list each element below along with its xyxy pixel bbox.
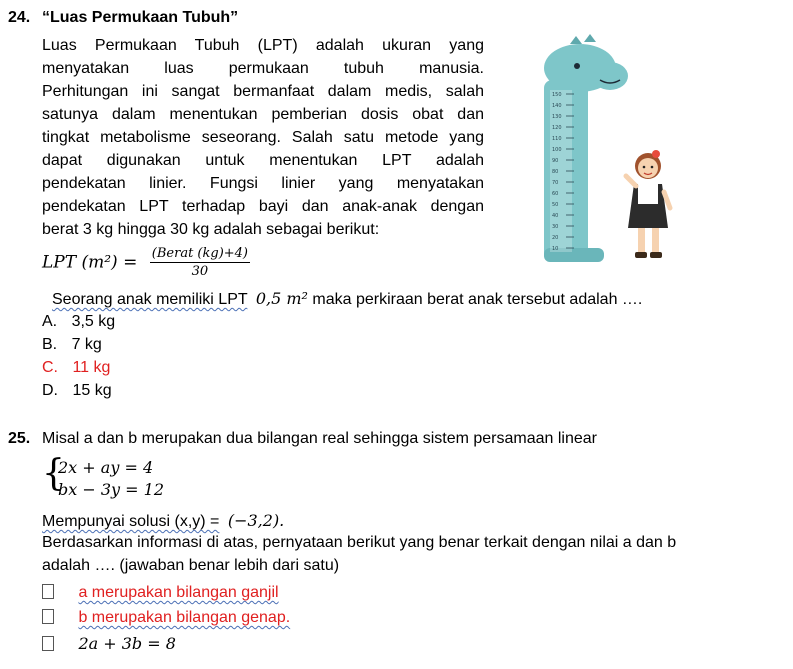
option-text: 15 kg [72, 382, 112, 399]
info-line-1: Berdasarkan informasi di atas, pernyataan berikut yang benar terkait dengan nilai a dan b [42, 534, 677, 551]
paragraph-line: Luas Permukaan Tubuh (LPT) adalah ukuran yang [42, 37, 484, 54]
height-chart-illustration [530, 28, 680, 268]
paragraph-line: berat 3 kg hingga 30 kg adalah sebagai berikut: [42, 221, 380, 238]
paragraph-line: menyatakan luas permukaan tubuh manusia. [42, 60, 484, 77]
equation-system [42, 453, 202, 500]
option-letter: B. [42, 336, 58, 353]
ruler-tick-label: 150 [552, 92, 562, 98]
prompt-text: maka perkiraan berat anak tersebut adalah …. [312, 291, 643, 308]
solution-text: Mempunyai solusi (x,y) = [42, 513, 220, 530]
statement-1[interactable] [42, 584, 279, 602]
question-25-number: 25. [8, 430, 31, 447]
paragraph-line: Perhitungan ini sangat bermanfaat dalam medis, salah [42, 83, 484, 100]
ruler-tick-label: 60 [552, 191, 559, 197]
question-24-prompt [52, 289, 642, 309]
ruler-tick-label: 90 [552, 158, 559, 164]
ruler-tick-label: 50 [552, 202, 559, 208]
ruler-tick-label: 30 [552, 224, 559, 230]
option-c[interactable] [42, 359, 110, 377]
formula-denominator: 30 [191, 264, 209, 279]
ruler-tick-label: 130 [552, 114, 562, 120]
statement-text: b merupakan bilangan genap. [78, 609, 291, 626]
checkbox[interactable] [42, 609, 54, 624]
checkbox[interactable] [42, 584, 54, 599]
prompt-text: Seorang anak memiliki LPT [52, 291, 248, 308]
paragraph-line: pendekatan linier. Fungsi linier yang menyatakan [42, 175, 484, 192]
option-text: 7 kg [71, 336, 102, 353]
equation-2: bx − 3y = 12 [58, 480, 164, 499]
brace-icon: { [42, 453, 65, 494]
option-a[interactable] [42, 313, 115, 331]
solution-line [42, 511, 284, 531]
ruler-tick-label: 110 [552, 136, 562, 142]
ruler-tick-label: 140 [552, 103, 562, 109]
lpt-formula [42, 246, 250, 286]
question-25-text: Misal a dan b merupakan dua bilangan real sehingga sistem persamaan linear [42, 430, 597, 447]
girl-icon [626, 150, 670, 258]
statement-text: a merupakan bilangan ganjil [78, 584, 279, 601]
statement-2[interactable] [42, 609, 290, 627]
option-letter: C. [42, 359, 58, 376]
paragraph-line: pendekatan LPT terhadap bayi dan anak-anak dengan [42, 198, 484, 215]
question-24-paragraph [42, 34, 484, 241]
question-24-title: “Luas Permukaan Tubuh” [42, 9, 239, 26]
ruler-tick-label: 40 [552, 213, 559, 219]
statement-3[interactable] [42, 634, 176, 654]
option-text: 3,5 kg [71, 313, 116, 330]
option-letter: D. [42, 382, 58, 399]
paragraph-line: tingkat metabolisme seseorang. Salah satu metode yang [42, 129, 484, 146]
solution-math: (−3,2). [227, 511, 285, 530]
option-letter: A. [42, 313, 58, 330]
option-b[interactable] [42, 336, 102, 354]
ruler-tick-label: 20 [552, 235, 559, 241]
option-text: 11 kg [72, 359, 111, 376]
statement-text: 2a + 3b = 8 [78, 634, 176, 653]
formula-fraction [150, 246, 250, 279]
formula-lhs: LPT (m²) = [42, 252, 138, 273]
ruler-tick-label: 10 [552, 246, 559, 252]
formula-numerator: (Berat (kg)+4) [151, 246, 248, 261]
ruler-tick-label: 100 [552, 147, 562, 153]
ruler-tick-label: 80 [552, 169, 559, 175]
ruler-tick-label: 120 [552, 125, 562, 131]
equation-1: 2x + ay = 4 [58, 458, 154, 477]
ruler-tick-label: 70 [552, 180, 559, 186]
checkbox[interactable] [42, 636, 54, 651]
option-d[interactable] [42, 382, 112, 400]
question-24-number: 24. [8, 9, 31, 26]
info-line-2: adalah …. (jawaban benar lebih dari satu) [42, 557, 340, 574]
paragraph-line: satunya dalam menentukan pemberian dosis obat dan [42, 106, 484, 123]
paragraph-line: dapat digunakan untuk menentukan LPT adalah [42, 152, 484, 169]
prompt-math: 0,5 m² [255, 289, 308, 308]
